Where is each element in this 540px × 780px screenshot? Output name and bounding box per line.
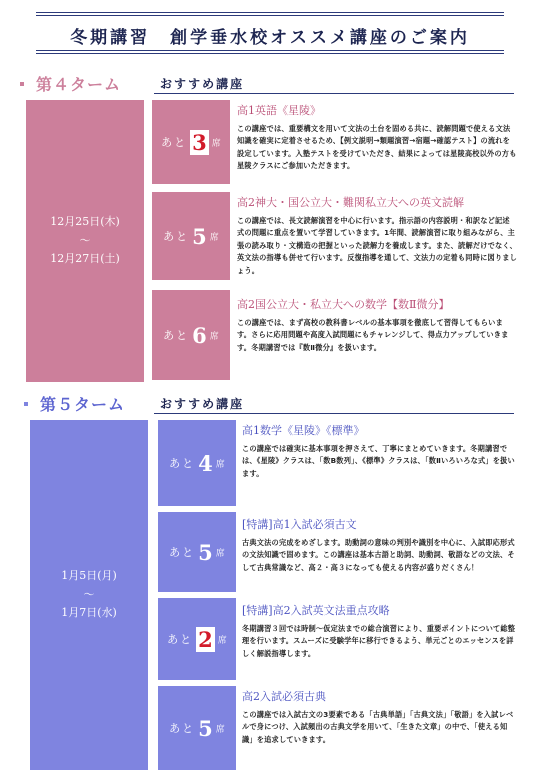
date-separator: 〜 [83,587,95,601]
seat-badge [158,420,236,506]
bullet-icon [24,402,28,406]
page-title: 冬期講習 創学垂水校オススメ講座のご案内 [70,28,470,48]
bullet-icon [20,82,24,86]
seat-count: 5 [192,223,207,249]
date-separator: 〜 [79,233,91,247]
seat-suffix: 席 [209,331,219,342]
page-header [36,12,504,54]
course-title: [特講]高2入試英文法重点攻略 [242,604,390,617]
title-rule [36,12,504,13]
term4-label: 第４ターム [36,75,122,94]
term4-date-box [26,100,144,382]
rec-rule [154,93,514,94]
term5-rec-label: おすすめ講座 [160,397,245,411]
seat-prefix: あと [161,136,188,149]
seat-suffix: 席 [217,635,227,646]
course-description: この講座では確実に基本事項を押さえて、丁寧にまとめていきます。冬期講習では、《星陵》クラスは、「数B数列」、《標準》クラスは、「数Ⅱいろいろな式」を扱います。 [242,444,515,478]
course-description: この講座では、長文読解演習を中心に行います。指示語の内容説明・和訳など記述式の問題に重点を置いて学習していきます。1年間、読解演習に取り組みながら、主張の読み取り・文構造の把握といった読解力を養成します。また、読解だけでなく、英文法の指導も併せて行います。反復指導を通して、文法力の定着も同時に図りましょう。 [237,216,518,275]
seat-count: 4 [198,450,213,476]
seat-prefix: あと [163,329,190,342]
title-rule [36,53,504,54]
course-block [242,688,518,746]
seat-count: 2 [198,626,213,652]
date-start: 12月25日(木) [50,214,120,228]
seat-suffix: 席 [215,459,225,470]
seat-badge [158,598,236,680]
rec-rule [154,413,514,414]
seat-prefix: あと [169,722,196,735]
seat-badge [158,686,236,770]
course-block [237,296,517,354]
seat-count: 3 [192,129,207,155]
course-title: 高2入試必須古典 [242,690,326,703]
term5-label: 第５ターム [40,395,126,414]
seat-suffix: 席 [215,724,225,735]
course-title: 高1英語《星陵》 [237,104,321,117]
course-description: 冬期講習３回では時制〜仮定法までの総合演習により、重要ポイントについて総整理を行います。スムーズに受験学年に移行できるよう、単元ごとのエッセンスを詳しく解説指導します。 [242,624,516,658]
term5-date-box [30,420,148,770]
date-end: 1月7日(水) [61,606,117,620]
term4-heading [20,72,121,95]
seat-count: 5 [198,539,213,565]
course-block [242,602,518,660]
seat-badge [152,290,230,380]
seat-badge [158,512,236,592]
term4-rec-label: おすすめ講座 [160,77,245,91]
seat-count: 6 [192,322,207,348]
date-end: 12月27日(土) [50,252,120,266]
course-block [237,102,517,173]
course-block [242,422,518,480]
seat-prefix: あと [169,457,196,470]
course-block [242,516,518,574]
seat-prefix: あと [167,633,194,646]
seat-count: 5 [198,715,213,741]
title-rule [36,50,504,51]
seat-suffix: 席 [211,138,221,149]
seat-suffix: 席 [215,548,225,559]
seat-suffix: 席 [209,232,219,243]
title-rule [36,15,504,16]
course-description: 古典文法の完成をめざします。助動詞の意味の判別や識別を中心に、入試即応形式の文法知識で固めます。この講座は基本古語と助詞、助動詞、敬語などの文法、そして古典常識など、高２・高３になっても使える内容が盛りだくさん！ [242,538,515,572]
seat-badge [152,192,230,280]
course-title: 高2神大・国公立大・難関私立大への英文読解 [237,196,464,209]
seat-badge [152,100,230,184]
course-title: [特講]高1入試必須古文 [242,518,357,531]
term5-heading [24,392,125,415]
seat-prefix: あと [169,546,196,559]
course-block [237,194,517,277]
course-title: 高2国公立大・私立大への数学【数Ⅱ微分】 [237,298,450,311]
date-start: 1月5日(月) [61,568,117,582]
course-description: この講座では、重要構文を用いて文法の土台を固める共に、読解問題で使える文法知識を確実に定着させるため、【例文説明→類題演習→宿題→確認テスト】の流れを設定しています。入塾テストを受けていただき、結果によっては星陵高校以外の方も星陵クラスにご参加いただきます。 [237,124,517,171]
course-description: この講座では入試古文の3要素である「古典単語」「古典文法」「敬語」を入試レベルで身につけ、入試頻出の古典文学を用いて、「生きた文章」の中で、「使える知識」を追求していきます。 [242,710,514,744]
seat-prefix: あと [163,230,190,243]
course-description: この講座では、まず高校の教科書レベルの基本事項を徹底して習得してもらいます。さらに応用問題や高度入試問題にもチャレンジして、得点力アップしていきます。冬期講習では『数Ⅱ微分』を扱います。 [237,318,509,352]
course-title: 高1数学《星陵》《標準》 [242,424,365,437]
